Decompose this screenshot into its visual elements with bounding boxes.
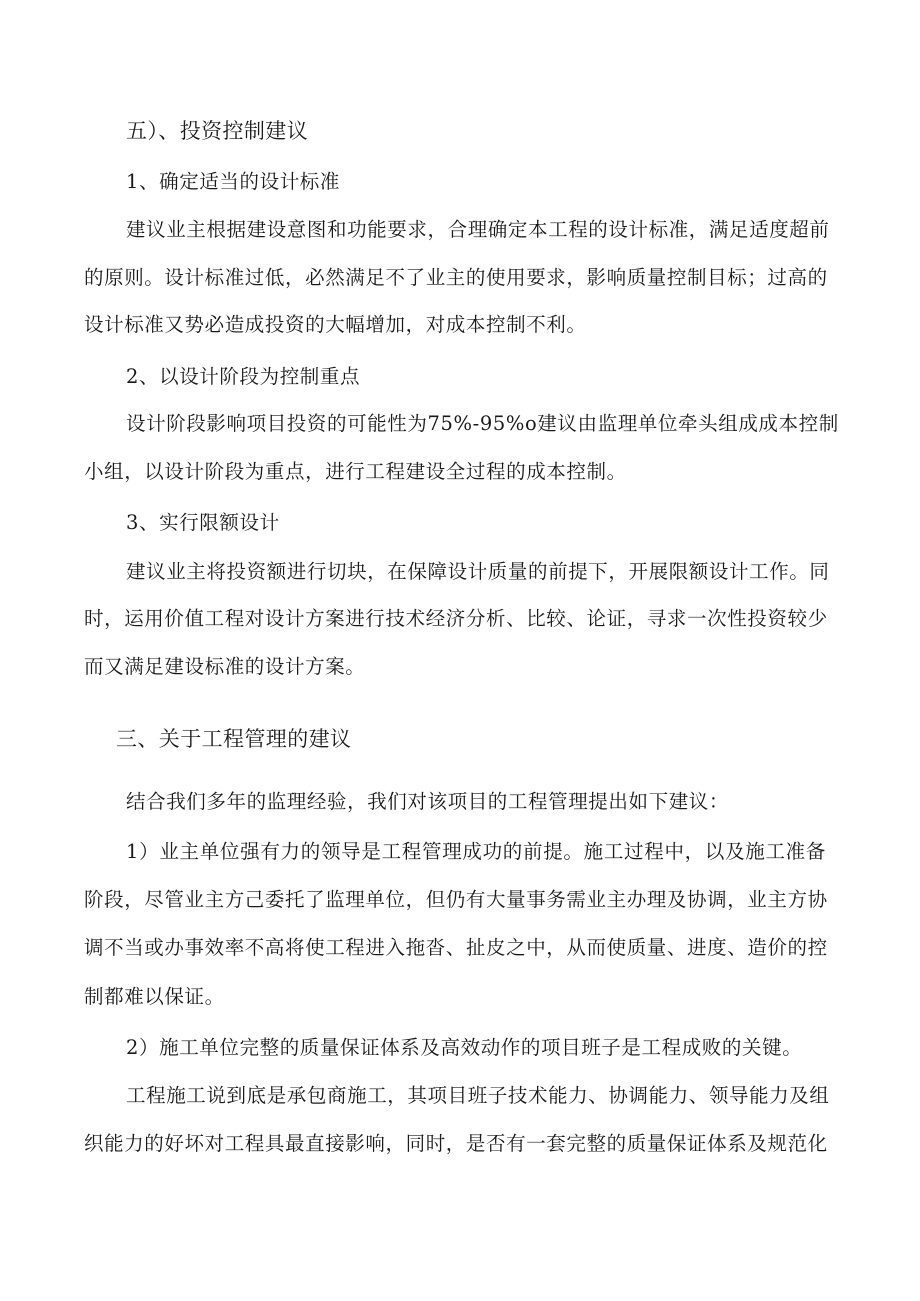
paragraph-line: 建议业主根据建设意图和功能要求，合理确定本工程的设计标准，满足适度超前 (126, 218, 830, 241)
section-heading-investment-control: 五）、投资控制建议 (126, 119, 309, 143)
paragraph-line: 小组，以设计阶段为重点，进行工程建设全过程的成本控制。 (84, 460, 627, 483)
paragraph-line: 工程施工说到底是承包商施工，其项目班子技术能力、协调能力、领导能力及组 (126, 1084, 830, 1107)
paragraph-line: 调不当或办事效率不高将使工程进入拖沓、扯皮之中，从而使质量、进度、造价的控 (84, 936, 828, 959)
item-title-design-standard: 1、确定适当的设计标准 (126, 170, 341, 193)
item-title-design-stage: 2、以设计阶段为控制重点 (126, 365, 361, 388)
paragraph-line: 制都难以保证。 (84, 985, 225, 1008)
paragraph-line: 1）业主单位强有力的领导是工程管理成功的前提。施工过程中，以及施工准备 (126, 840, 826, 863)
paragraph-line: 的原则。设计标准过低，必然满足不了业主的使用要求，影响质量控制目标；过高的 (84, 266, 828, 289)
paragraph-line: 阶段，尽管业主方己委托了监理单位，但仍有大量事务需业主办理及协调，业主方协 (84, 888, 828, 911)
paragraph-line: 时，运用价值工程对设计方案进行技术经济分析、比较、论证，寻求一次性投资较少 (84, 607, 828, 630)
paragraph-line: 织能力的好坏对工程具最直接影响，同时，是否有一套完整的质量保证体系及规范化 (84, 1132, 828, 1155)
paragraph-line: 设计标准又势必造成投资的大幅增加，对成本控制不利。 (84, 313, 587, 336)
paragraph-line: 设计阶段影响项目投资的可能性为75%-95%o建议由监理单位牵头组成成本控制 (126, 412, 839, 435)
paragraph-line: 而又满足建设标准的设计方案。 (84, 655, 366, 678)
paragraph-line: 建议业主将投资额进行切块，在保障设计质量的前提下，开展限额设计工作。同 (126, 560, 830, 583)
point-title-construction-unit: 2）施工单位完整的质量保证体系及高效动作的项目班子是工程成败的关键。 (126, 1036, 803, 1059)
item-title-limit-design: 3、实行限额设计 (126, 511, 280, 534)
intro-paragraph: 结合我们多年的监理经验，我们对该项目的工程管理提出如下建议： (126, 790, 730, 813)
section-heading-engineering-management: 三、关于工程管理的建议 (116, 727, 352, 751)
